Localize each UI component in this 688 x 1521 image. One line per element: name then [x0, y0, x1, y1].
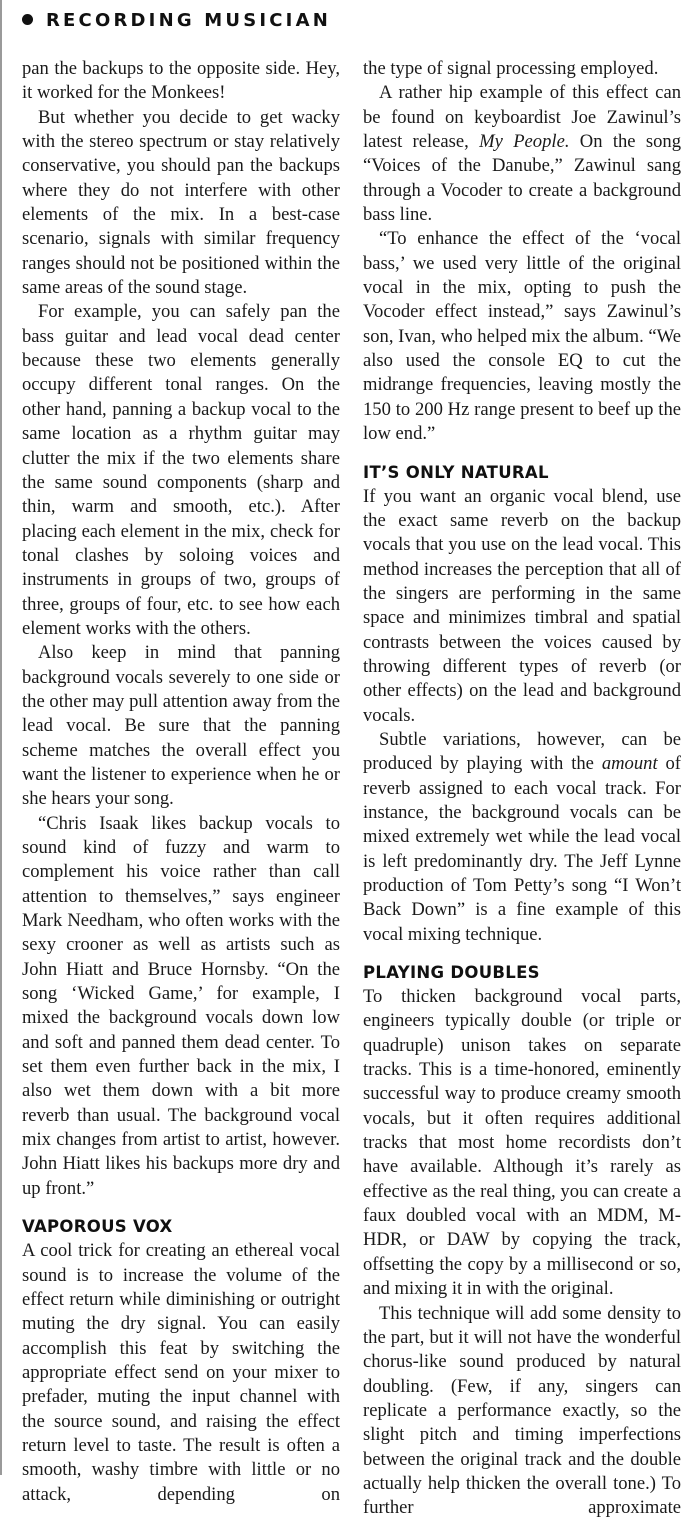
section-heading: IT’S ONLY NATURAL	[363, 462, 549, 482]
text-run: pan the backups to the opposite side. Hey, it worked for the Monkees!	[22, 58, 340, 104]
running-header	[22, 10, 331, 31]
text-run: A rather hip example of this effect can be found on keyboardist Joe Zawinul’s latest release,	[363, 82, 681, 153]
paragraph	[22, 641, 340, 811]
text-run: If you want an organic vocal blend, use the exact same reverb on the backup vocals that you use on the lead vocal. This method increases the perception that all of the singers are performing in the same space and minimizes timbral and spatial contrasts between the voices caused by throwing different types of reverb (or other effects) on the lead and background vocals.	[363, 485, 681, 726]
paragraph	[22, 106, 340, 301]
text-run: To thicken background vocal parts, engineers typically double (or triple or quadruple) unison takes on separate tracks. This is a time-honored, eminently successful way to produce creamy smooth vocals, but it often requires additional tracks that most home recordists don’t have available. Although it’s rarely as effective as the real thing, you can create a faux doubled vocal with an MDM, M-HDR, or DAW by copying the track, offsetting the copy by a millisecond or so, and mixing it in with the original.	[363, 986, 681, 1300]
paragraph	[22, 57, 340, 106]
section-heading: PLAYING DOUBLES	[363, 963, 540, 983]
paragraph	[22, 300, 340, 641]
text-run: For example, you can safely pan the bass guitar and lead vocal dead center because these two elements generally occupy different tonal ranges. On the other hand, panning a backup vocal to the same location as a rhythm guitar may clutter the mix if the two elements share the same sound components (sharp and thin, warm and smooth, etc.). After placing each element in the mix, check for tonal clashes by soloing voices and instruments in groups of two, groups of three, groups of four, etc. to see how each element works with the others.	[22, 301, 340, 639]
column-left	[22, 57, 340, 1507]
bullet-icon	[22, 14, 33, 25]
paragraph	[22, 812, 340, 1202]
text-run: But whether you decide to get wacky with the stereo spectrum or stay relatively conservative, you should pan the backups where they do not interfere with other elements of the mix. In a best-case scenario, signals with similar frequency ranges should not be positioned within the same areas of the sound stage.	[22, 106, 340, 299]
paragraph	[363, 81, 681, 227]
paragraph	[363, 985, 681, 1301]
text-run: On the song “Voices of the Danube,” Zawinul sang through a Vocoder to create a background bass line.	[363, 131, 682, 226]
header-title: RECORDING MUSICIAN	[46, 10, 331, 31]
paragraph	[363, 227, 681, 446]
section-heading: VAPOROUS VOX	[22, 1217, 173, 1237]
italic-title: amount	[601, 753, 658, 775]
text-run: A cool trick for creating an ethereal vocal sound is to increase the volume of the effect return while diminishing or outright muting the dry signal. You can easily accomplish this feat by switching the appropriate effect send on your mixer to prefader, muting the input channel with the source sound, and raising the effect return level to taste. The result is often a smooth, washy timbre with little or no attack, depending on	[22, 1240, 340, 1505]
paragraph	[363, 1302, 681, 1521]
column-right	[363, 57, 681, 1521]
text-run: of reverb assigned to each vocal track. For instance, the background vocals can be mixed extremely wet while the lead vocal is left predominantly dry. The Jeff Lynne production of Tom Petty’s song “I Won’t Back Down” is a fine example of this vocal mixing technique.	[363, 753, 681, 945]
italic-title: My People.	[479, 131, 570, 153]
text-run: “Chris Isaak likes backup vocals to sound kind of fuzzy and warm to complement his voice rather than call attention to themselves,” says engineer Mark Needham, who often works with the sexy crooner as well as artists such as John Hiatt and Bruce Hornsby. “On the song ‘Wicked Game,’ for example, I mixed the background vocals down low and soft and panned them dead center. To set them even further back in the mix, I also wet them down with a bit more reverb than usual. The background vocal mix changes from artist to artist, however. John Hiatt likes his backups more dry and up front.”	[22, 812, 340, 1199]
paragraph	[22, 1239, 340, 1507]
text-run: This technique will add some density to the part, but it will not have the wonderful chorus-like sound produced by natural doubling. (Few, if any, singers can replicate a performance exactly, so the slight pitch and timing imperfections between the original track and the double actually help thicken the overall tone.) To further approximate	[363, 1302, 681, 1519]
text-run: Subtle variations, however, can be produced by playing with the	[363, 728, 681, 775]
page-edge-line	[0, 0, 2, 1475]
text-run: Also keep in mind that panning background vocals severely to one side or the other may pull attention away from the lead vocal. Be sure that the panning scheme matches the overall effect you want the listener to experience when he or she hears your song.	[22, 642, 340, 810]
text-run: the type of signal processing employed.	[363, 58, 659, 79]
paragraph	[363, 57, 681, 81]
paragraph	[363, 485, 681, 728]
text-run: “To enhance the effect of the ‘vocal bass,’ we used very little of the original vocal in the mix, opting to push the Vocoder effect instead,” says Zawinul’s son, Ivan, who helped mix the album. “We also used the console EQ to cut the midrange frequencies, leaving mostly the 150 to 200 Hz range present to beef up the low end.”	[363, 228, 681, 445]
paragraph	[363, 728, 681, 947]
